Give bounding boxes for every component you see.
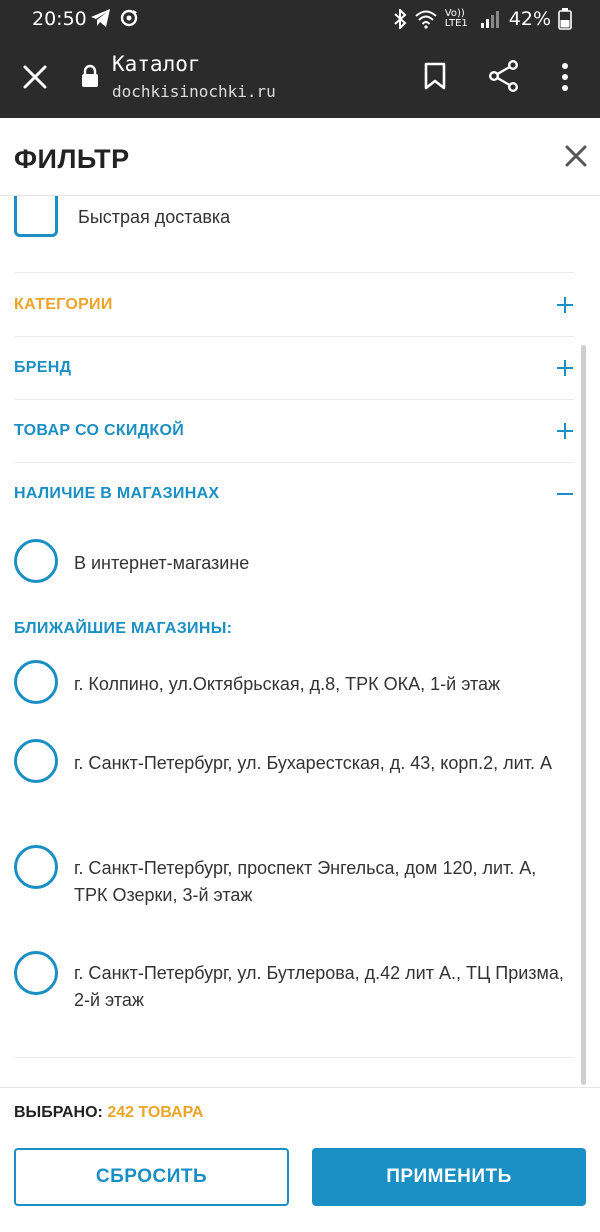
section-discount[interactable] <box>14 402 574 462</box>
sync-icon <box>119 8 139 28</box>
store-label: г. Санкт-Петербург, ул. Бутлерова, д.42 лит А., ТЦ Призма, 2-й этаж <box>74 963 564 1010</box>
telegram-icon <box>90 8 112 28</box>
section-brand[interactable] <box>14 339 574 399</box>
selected-count-value: 242 ТОВАРА <box>107 1104 204 1121</box>
close-icon[interactable] <box>22 64 48 90</box>
bookmark-icon[interactable] <box>423 62 447 90</box>
section-label: КАТЕГОРИИ <box>14 296 113 313</box>
fast-delivery-label: Быстрая доставка <box>78 207 231 227</box>
store-radio-engelsa[interactable] <box>14 845 58 889</box>
plus-icon[interactable] <box>556 296 574 314</box>
store-label: г. Колпино, ул.Октябрьская, д.8, ТРК ОКА, 1-й этаж <box>74 674 501 694</box>
plus-icon[interactable] <box>556 359 574 377</box>
share-icon[interactable] <box>489 60 519 92</box>
divider <box>14 272 574 273</box>
divider <box>14 462 574 463</box>
store-radio-bukharestskaya[interactable] <box>14 739 58 783</box>
selected-prefix: ВЫБРАНО: <box>14 1104 103 1121</box>
scrollbar[interactable] <box>581 345 586 1085</box>
store-radio-kolpino[interactable] <box>14 660 58 704</box>
section-label: НАЛИЧИЕ В МАГАЗИНАХ <box>14 485 220 502</box>
filter-close-icon[interactable] <box>565 145 587 167</box>
page-url[interactable]: dochkisinochki.ru <box>112 82 276 101</box>
selected-count <box>14 1104 203 1122</box>
page-title: Каталог <box>112 52 201 76</box>
network-type: Vo)) LTE1 <box>444 8 468 29</box>
signal-icon <box>480 9 502 29</box>
online-store-label: В интернет-магазине <box>74 553 250 573</box>
minus-icon[interactable] <box>556 485 574 503</box>
filter-header <box>0 118 600 196</box>
section-label: БРЕНД <box>14 359 72 376</box>
wifi-icon <box>414 9 438 29</box>
divider <box>14 1057 574 1058</box>
online-store-radio[interactable] <box>14 539 58 583</box>
divider <box>14 336 574 337</box>
battery-percent: 42% <box>508 8 551 30</box>
section-store-availability[interactable] <box>14 465 574 525</box>
nearest-stores-heading: БЛИЖАЙШИЕ МАГАЗИНЫ: <box>14 620 233 637</box>
status-bar <box>0 0 600 38</box>
more-menu-icon[interactable] <box>560 62 570 92</box>
bluetooth-icon <box>393 9 407 29</box>
fast-delivery-checkbox[interactable] <box>14 196 58 237</box>
lock-icon <box>80 64 100 88</box>
divider <box>14 399 574 400</box>
plus-icon[interactable] <box>556 422 574 440</box>
filter-heading: ФИЛЬТР <box>14 144 130 174</box>
reset-button[interactable]: СБРОСИТЬ <box>14 1148 289 1206</box>
status-right-group <box>393 8 572 30</box>
battery-icon <box>558 8 572 30</box>
status-time: 20:50 <box>32 8 87 30</box>
browser-toolbar <box>0 38 600 118</box>
section-label: ТОВАР СО СКИДКОЙ <box>14 422 185 439</box>
store-label: г. Санкт-Петербург, проспект Энгельса, дом 120, лит. А, ТРК Озерки, 3-й этаж <box>74 858 537 905</box>
store-label: г. Санкт-Петербург, ул. Бухарестская, д. 43, корп.2, лит. А <box>74 753 552 773</box>
store-radio-butlerova[interactable] <box>14 951 58 995</box>
section-categories[interactable] <box>14 276 574 336</box>
apply-button[interactable]: ПРИМЕНИТЬ <box>312 1148 586 1206</box>
